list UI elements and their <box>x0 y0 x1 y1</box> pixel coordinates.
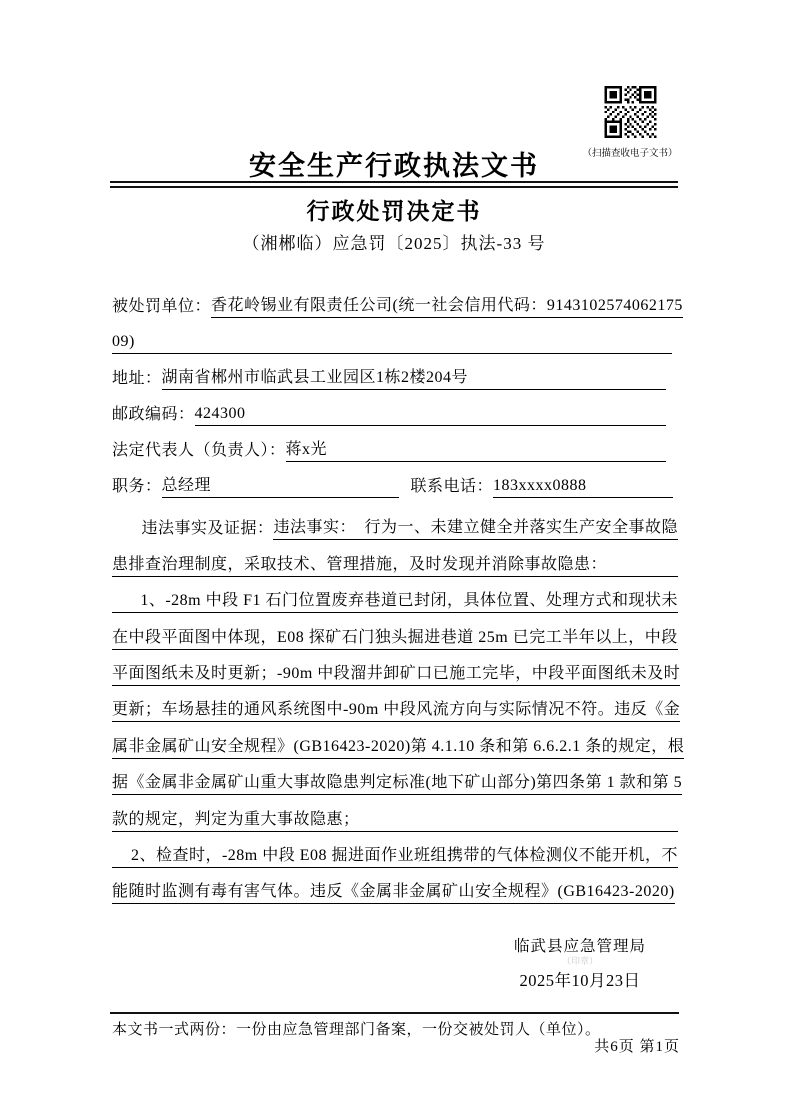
fact-line <box>112 868 678 904</box>
field-postcode-row <box>112 390 678 426</box>
fact-line <box>112 832 678 868</box>
field-position-value: 总经理 <box>162 472 399 498</box>
signature-date: 2025年10月23日 <box>519 971 641 990</box>
fact-line <box>112 686 681 722</box>
fact-line <box>112 613 678 649</box>
footer-divider <box>110 1012 679 1014</box>
fact-text: 更新；车场悬挂的通风系统图中-90m 中段风流方向与实际情况不符。违反《金 <box>112 696 680 722</box>
fact-line <box>112 504 678 540</box>
field-section <box>112 282 683 498</box>
field-address-label: 地址： <box>112 370 162 387</box>
field-phone-label: 联系电话： <box>410 478 494 495</box>
indent <box>112 610 140 613</box>
field-unit-row-wrap <box>112 318 678 354</box>
field-unit-value: 香花岭锡业有限责任公司(统一社会信用代码：9143102574062175 <box>211 292 683 318</box>
signature-seal-note: （印章） <box>561 956 598 966</box>
indent <box>112 865 131 868</box>
fact-text: 据《金属非金属矿山重大事故隐患判定标准(地下矿山部分)第四条第 1 款和第 5 <box>112 769 682 795</box>
field-postcode-value: 424300 <box>195 405 666 426</box>
field-address-value: 湖南省郴州市临武县工业园区1栋2楼204号 <box>162 364 666 390</box>
fact-line <box>112 795 678 831</box>
fact-text: 违法事实： 行为一、未建立健全并落实生产安全事故隐 <box>273 514 678 540</box>
field-unit-value-continued: 09) <box>112 333 672 354</box>
fact-text: 2、检查时，-28m 中段 E08 掘进面作业班组携带的气体检测仪不能开机，不 <box>131 842 678 868</box>
indent <box>112 538 141 540</box>
field-address-row <box>112 354 678 390</box>
facts-label: 违法事实及证据： <box>141 520 274 538</box>
fact-line <box>112 540 678 576</box>
fact-line <box>112 650 681 686</box>
fact-text: 1、-28m 中段 F1 石门位置废弃巷道已封闭，具体位置、处理方式和现状未 <box>140 587 678 613</box>
field-phone-value: 183xxxx0888 <box>493 477 673 498</box>
fact-line <box>112 759 683 795</box>
fact-line <box>112 722 685 758</box>
field-unit-row <box>112 282 683 318</box>
doc-title: 行政处罚决定书 <box>306 199 482 224</box>
field-position-label: 职务： <box>112 478 162 495</box>
signature-agency: 临武县应急管理局 <box>513 938 646 955</box>
qr-code-icon <box>603 86 658 138</box>
fact-text: 患排查治理制度，采取技术、管理措施，及时发现并消除事故隐患： <box>112 551 678 577</box>
field-position-phone-row <box>112 462 678 498</box>
doc-set-title: 安全生产行政执法文书 <box>249 151 539 181</box>
field-legal-rep-value: 蒋x光 <box>286 436 666 462</box>
qr-caption: （扫描查收电子文书） <box>582 149 678 159</box>
facts-section <box>112 504 685 904</box>
fact-line <box>112 577 678 613</box>
title-divider <box>110 181 678 188</box>
fact-text: 能随时监测有毒有害气体。违反《金属非金属矿山安全规程》(GB16423-2020) <box>112 878 675 904</box>
field-legal-rep-label: 法定代表人（负责人）： <box>112 442 286 459</box>
field-unit-label: 被处罚单位： <box>112 298 212 315</box>
fact-text: 在中段平面图中体现，E08 探矿石门独头掘进巷道 25m 已完工半年以上，中段 <box>112 624 678 650</box>
fact-text: 平面图纸未及时更新；-90m 中段溜井卸矿口已施工完毕，中段平面图纸未及时 <box>112 660 680 686</box>
doc-number: （湘郴临）应急罚〔2025〕执法-33 号 <box>242 234 546 253</box>
fact-text: 属非金属矿山安全规程》(GB16423-2020)第 4.1.10 条和第 6.6.2.1 条的规定，根 <box>112 733 684 759</box>
footer-note: 本文书一式两份：一份由应急管理部门备案，一份交被处罚人（单位）。 <box>112 1022 601 1038</box>
page-pagination: 共6页 第1页 <box>594 1039 680 1055</box>
signature-block <box>498 934 662 991</box>
fact-text: 款的规定，判定为重大事故隐惠； <box>112 806 678 832</box>
field-legal-rep-row <box>112 426 678 462</box>
field-postcode-label: 邮政编码： <box>112 406 195 423</box>
